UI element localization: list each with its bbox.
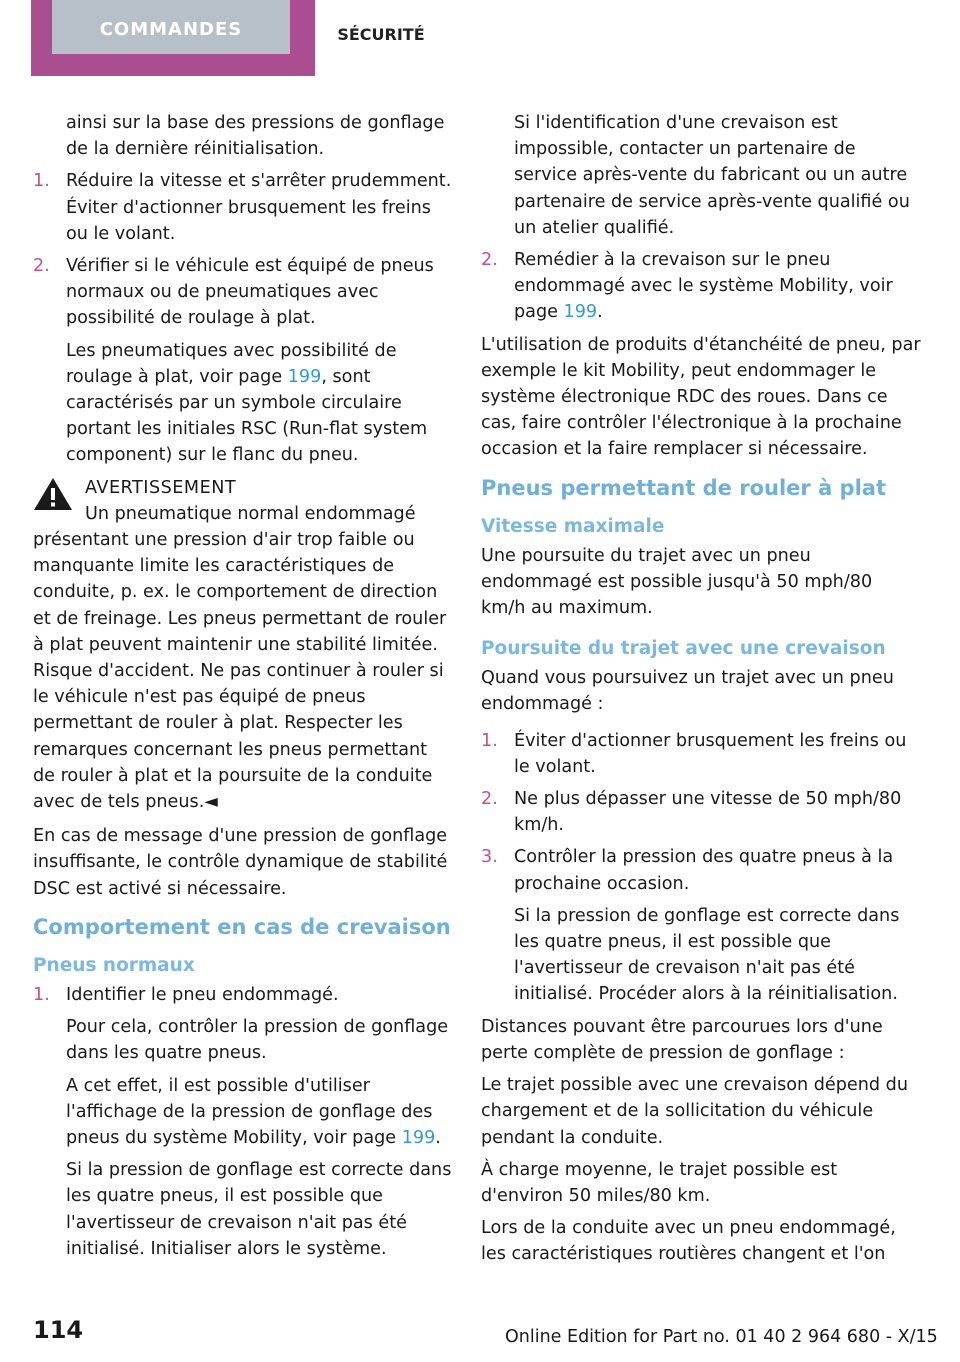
warning-triangle-icon	[33, 477, 73, 511]
list-number: 3.	[481, 847, 498, 868]
subsection-heading: Vitesse maximale	[481, 515, 665, 537]
tab-securite[interactable]: SÉCURITÉ	[337, 25, 425, 44]
list-item	[33, 253, 453, 332]
list-number: 2.	[481, 789, 498, 810]
reinit-text: Si la pression de gonflage est correcte dans les quatre pneus, il est possible que l'avertisseur de crevaison n'ait pas été initialisé. Procéder alors à la réinitialisation.	[514, 905, 900, 1005]
list-number: 1.	[481, 730, 498, 751]
list-number: 1.	[33, 171, 50, 192]
warning-box	[33, 475, 453, 816]
list-number: 2.	[481, 250, 498, 271]
subsection-heading: Pneus normaux	[33, 954, 195, 976]
list-text: Ne plus dépasser une vitesse de 50 mph/80 km/h.	[514, 789, 902, 836]
page-link[interactable]: 199	[563, 302, 598, 323]
driving-paragraph: Lors de la conduite avec un pneu endommagé, les caractéristiques routières changent et l'on	[481, 1218, 896, 1265]
list-text-end: .	[597, 302, 603, 323]
intro-text: ainsi sur la base des pressions de gonflage de la dernière réinitialisation.	[66, 113, 445, 160]
display-text: A cet effet, il est possible d'utiliser l'affichage de la pression de gonflage des pneus du système Mobility, voir page	[66, 1075, 433, 1148]
sealant-paragraph: L'utilisation de produits d'étanchéité de pneu, par exemple le kit Mobility, peut endommager le système électronique RDC des roues. Dans ce cas, faire contrôler l'électronique à la prochaine occasion et la faire remplacer si nécessaire.	[481, 334, 921, 460]
list-item	[33, 168, 453, 247]
depends-paragraph: Le trajet possible avec une crevaison dépend du chargement et de la sollicitation du véhicule pendant la conduite.	[481, 1075, 908, 1148]
warning-title: AVERTISSEMENT	[85, 477, 237, 498]
continue-intro: Quand vous poursuivez un trajet avec un pneu endommagé :	[481, 668, 894, 715]
distances-paragraph: Distances pouvant être parcourues lors d'une perte complète de pression de gonflage :	[481, 1016, 883, 1063]
page-link[interactable]: 199	[401, 1127, 436, 1148]
list-text: Contrôler la pression des quatre pneus à la prochaine occasion.	[514, 847, 894, 894]
list-item	[481, 728, 921, 780]
list-item	[33, 982, 453, 1008]
runflat-text: Les pneumatiques avec possibilité de roulage à plat, voir page	[66, 340, 397, 387]
impossible-text: Si l'identification d'une crevaison est impossible, contacter un partenaire de service après-vente du fabricant ou un autre partenaire de service après-vente qualifié ou un atelier qualifié.	[514, 113, 910, 238]
list-item	[481, 786, 921, 838]
right-column	[481, 110, 921, 1274]
list-item	[481, 844, 921, 896]
average-paragraph: À charge moyenne, le trajet possible est d'environ 50 miles/80 km.	[481, 1159, 838, 1206]
section-heading: Pneus permettant de rouler à plat	[481, 475, 886, 500]
warning-body: présentant une pression d'air trop faible ou manquante limite les caractéristiques de conduite, p. ex. le comportement de direction et de freinage. Les pneus permettant de rouler à plat peuvent maintenir une stabilité limitée. Risque d'accident. Ne pas continuer à rouler si le véhicule n'est pas équipé de pneus permettant de rouler à plat. Respecter les remarques concernant les pneus permettant de rouler à plat et la poursuite de la conduite avec de tels pneus.◄	[33, 530, 447, 813]
list-number: 1.	[33, 984, 50, 1005]
left-column	[33, 110, 453, 1268]
list-number: 2.	[33, 256, 50, 277]
reset-text: Si la pression de gonflage est correcte dans les quatre pneus, il est possible que l'avertisseur de crevaison n'ait pas été initialisé. Initialiser alors le système.	[66, 1160, 452, 1259]
list-text: Remédier à la crevaison sur le pneu endommagé avec le système Mobility, voir page	[514, 250, 893, 323]
display-paragraph	[66, 1073, 453, 1152]
list-text: Identifier le pneu endommagé.	[66, 984, 339, 1005]
check-pressure-text: Pour cela, contrôler la pression de gonflage dans les quatre pneus.	[66, 1017, 449, 1064]
page-number: 114	[33, 1316, 84, 1344]
display-text-end: .	[435, 1127, 441, 1148]
speed-paragraph: Une poursuite du trajet avec un pneu endommagé est possible jusqu'à 50 mph/80 km/h au maximum.	[481, 545, 873, 619]
dsc-paragraph: En cas de message d'une pression de gonflage insuffisante, le contrôle dynamique de stabilité DSC est activé si nécessaire.	[33, 826, 448, 899]
list-item	[481, 247, 921, 326]
runflat-paragraph	[66, 338, 453, 469]
page-link[interactable]: 199	[287, 366, 322, 387]
tab-commandes[interactable]	[52, 0, 290, 54]
tab-commandes-label: COMMANDES	[99, 19, 243, 40]
footer-edition: Online Edition for Part no. 01 40 2 964 680 - X/15	[505, 1327, 938, 1347]
list-text: Vérifier si le véhicule est équipé de pneus normaux ou de pneumatiques avec possibilité de roulage à plat.	[66, 256, 434, 329]
runflat-text-end: , sont caractérisés par un symbole circulaire portant les initiales RSC (Run-flat system component) sur le flanc du pneu.	[66, 366, 428, 466]
list-text: Éviter d'actionner brusquement les freins ou le volant.	[514, 730, 907, 777]
list-text: Réduire la vitesse et s'arrêter prudemment. Éviter d'actionner brusquement les freins ou le volant.	[66, 171, 452, 244]
section-heading: Comportement en cas de crevaison	[33, 914, 451, 939]
subsection-heading: Poursuite du trajet avec une crevaison	[481, 638, 886, 660]
warning-first-line: Un pneumatique normal endommagé	[85, 503, 416, 524]
